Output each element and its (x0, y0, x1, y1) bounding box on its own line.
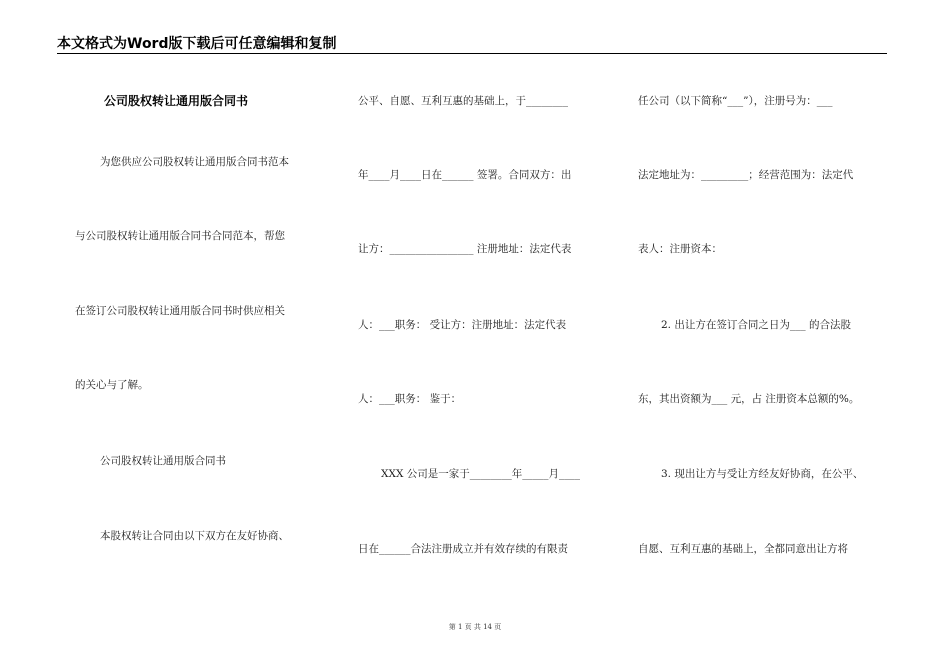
header-rule (57, 53, 887, 54)
paragraph-line: 表人：注册资本： (638, 243, 722, 255)
paragraph-line: 本股权转让合同由以下双方在友好协商、 (100, 530, 289, 542)
section-heading: 公司股权转让通用版合同书 (100, 455, 226, 467)
paragraph-line: 日在______合法注册成立并有效存续的有限责 (358, 543, 568, 555)
paragraph-line: 2. 出让方在签订合同之日为___ 的合法股 (661, 319, 851, 331)
paragraph-line: 自愿、互利互惠的基础上，全都同意出让方将 (638, 543, 848, 555)
paragraph-line: 的关心与了解。 (75, 379, 149, 391)
paragraph-line: 年____月____日在______ 签署。合同双方：出 (358, 169, 572, 181)
page-footer: 第 1 页 共 14 页 (448, 623, 502, 631)
paragraph-line: 东，其出资额为___ 元，占 注册资本总额的%。 (638, 393, 860, 405)
paragraph-line: 为您供应公司股权转让通用版合同书范本 (100, 156, 289, 168)
document-title: 公司股权转让通用版合同书 (104, 94, 249, 108)
paragraph-line: 任公司（以下简称“___”），注册号为：___ (638, 95, 833, 107)
paragraph-line: 在签订公司股权转让通用版合同书时供应相关 (75, 305, 285, 317)
paragraph-line: 公平、自愿、互利互惠的基础上，于________ (358, 95, 568, 107)
paragraph-line: 与公司股权转让通用版合同书合同范本，帮您 (75, 230, 285, 242)
paragraph-line: 3. 现出让方与受让方经友好协商，在公平、 (661, 468, 864, 480)
paragraph-line: 让方：________________ 注册地址：法定代表 (358, 243, 572, 255)
paragraph-line: 法定地址为：_________；经营范围为：法定代 (638, 169, 854, 181)
paragraph-line: XXX 公司是一家于________年_____月____ (381, 468, 581, 480)
paragraph-line: 人：___职务： 受让方：注册地址：法定代表 (358, 319, 567, 331)
page-header: 本文格式为Word版下载后可任意编辑和复制 (57, 36, 337, 52)
paragraph-line: 人：___职务： 鉴于： (358, 393, 462, 405)
